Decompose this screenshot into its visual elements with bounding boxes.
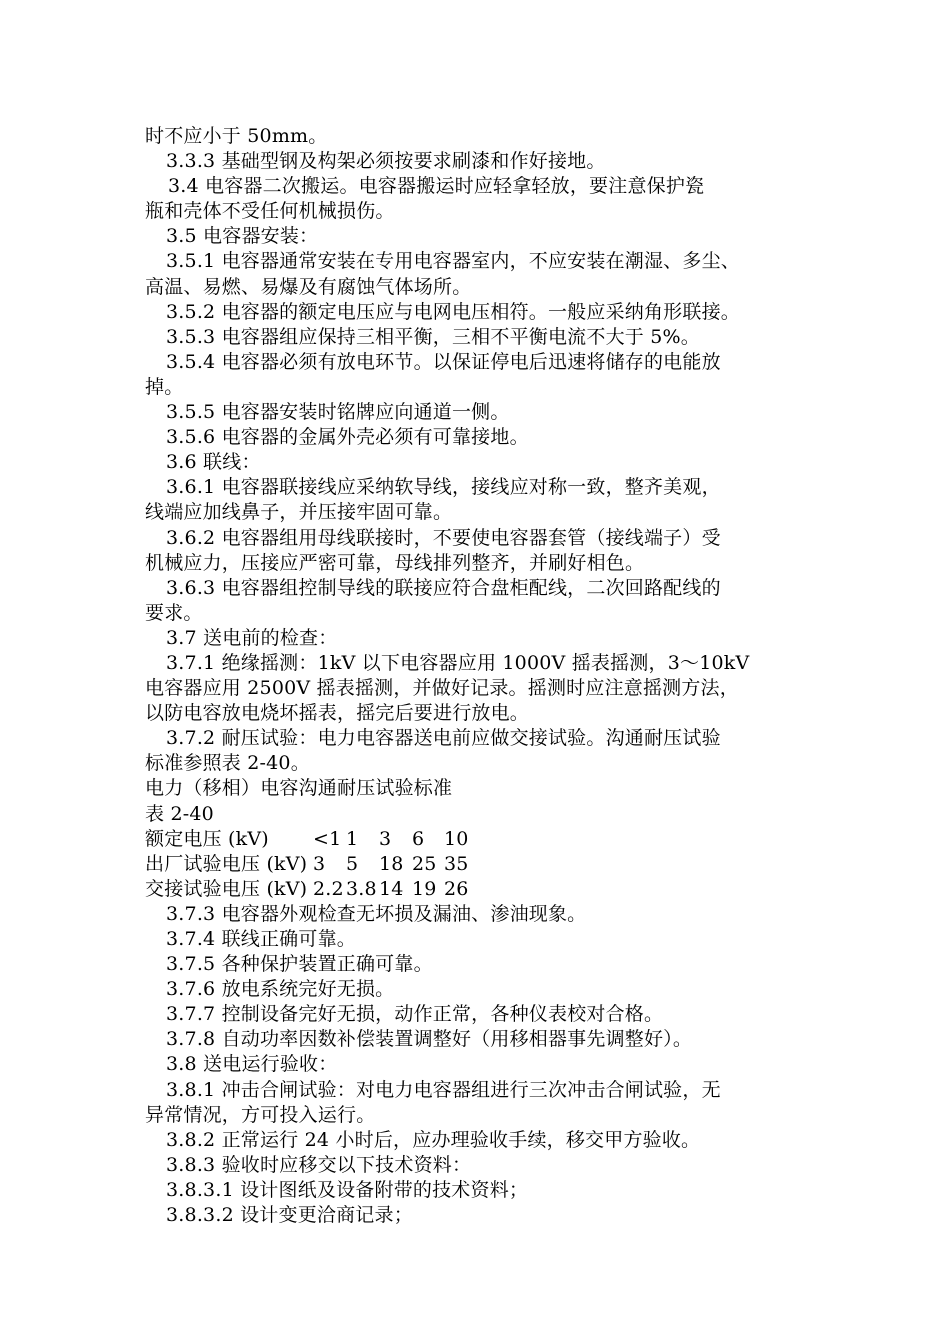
text-line: 3.7.2 耐压试验：电力电容器送电前应做交接试验。沟通耐压试验: [166, 727, 721, 750]
text-line: 要求。: [145, 601, 203, 624]
text-line: 3.5.6 电容器的金属外壳必须有可靠接地。: [166, 426, 529, 449]
text-line: 3.4 电容器二次搬运。电容器搬运时应轻拿轻放，要注意保护瓷: [168, 175, 705, 198]
text-line: 3.5.1 电容器通常安装在专用电容器室内，不应安装在潮湿、多尘、: [166, 250, 740, 273]
table-cell: 3.8: [346, 877, 377, 900]
text-line: 3.3.3 基础型钢及构架必须按要求刷漆和作好接地。: [166, 150, 606, 173]
text-line: 3.7.3 电容器外观检查无坏损及漏油、渗油现象。: [166, 902, 587, 925]
table-cell: 10: [444, 827, 469, 850]
table-cell: 18: [379, 852, 404, 875]
text-line: 3.8 送电运行验收：: [166, 1053, 338, 1076]
table-row-label: 出厂试验电压 (kV): [145, 852, 308, 875]
text-line: 3.8.3.1 设计图纸及设备附带的技术资料；: [166, 1178, 529, 1201]
text-line: 标准参照表 2-40。: [145, 752, 310, 775]
text-line: 线端应加线鼻子，并压接牢固可靠。: [145, 501, 453, 524]
text-line: 表 2-40: [145, 802, 214, 825]
table-cell: 5: [346, 852, 359, 875]
text-line: 3.7.7 控制设备完好无损，动作正常，各种仪表校对合格。: [166, 1003, 664, 1026]
table-cell: 26: [444, 877, 469, 900]
text-line: 3.5.5 电容器安装时铭牌应向通道一侧。: [166, 401, 510, 424]
table-row: [145, 877, 835, 902]
text-line: 3.7.1 绝缘摇测：1kV 以下电容器应用 1000V 摇表摇测，3～10kV: [166, 651, 750, 674]
table-cell: 25: [412, 852, 437, 875]
text-line: 3.5.4 电容器必须有放电环节。以保证停电后迅速将储存的电能放: [166, 350, 721, 373]
text-line: 3.8.3.2 设计变更洽商记录；: [166, 1204, 413, 1227]
text-line: 机械应力，压接应严密可靠，母线排列整齐，并刷好相色。: [145, 551, 645, 574]
text-line: 3.5.2 电容器的额定电压应与电网电压相符。一般应采纳角形联接。: [166, 300, 740, 323]
text-line: 3.6.2 电容器组用母线联接时，不要使电容器套管（接线端子）受: [166, 526, 721, 549]
table-cell: 35: [444, 852, 469, 875]
table-cell: 14: [379, 877, 404, 900]
text-line: 3.7.8 自动功率因数补偿装置调整好（用移相器事先调整好）。: [166, 1028, 693, 1051]
text-line: 3.8.3 验收时应移交以下技术资料：: [166, 1153, 472, 1176]
table-cell: <1: [313, 827, 342, 850]
text-line: 3.6.1 电容器联接线应采纳软导线，接线应对称一致，整齐美观，: [166, 476, 721, 499]
text-line: 3.5 电容器安装：: [166, 225, 319, 248]
table-cell: 2.2: [313, 877, 344, 900]
table-row-label: 交接试验电压 (kV): [145, 877, 308, 900]
text-line: 3.7.6 放电系统完好无损。: [166, 978, 395, 1001]
text-line: 3.7.5 各种保护装置正确可靠。: [166, 953, 433, 976]
table-row: [145, 827, 835, 852]
voltage-test-table: [145, 827, 835, 902]
text-line: 3.5.3 电容器组应保持三相平衡，三相不平衡电流不大于 5%。: [166, 325, 700, 348]
text-line: 3.8.2 正常运行 24 小时后，应办理验收手续，移交甲方验收。: [166, 1128, 701, 1151]
text-line: 3.7.4 联线正确可靠。: [166, 928, 356, 950]
table-cell: 3: [379, 827, 392, 850]
table-cell: 3: [313, 852, 326, 875]
text-line: 电力（移相）电容沟通耐压试验标准: [145, 777, 453, 800]
table-row: [145, 852, 835, 877]
text-line: 3.6.3 电容器组控制导线的联接应符合盘柜配线，二次回路配线的: [166, 576, 721, 599]
document-page: [145, 124, 835, 1228]
text-line: 异常情况，方可投入运行。: [145, 1103, 376, 1126]
table-row-label: 额定电压 (kV): [145, 827, 269, 850]
table-cell: 19: [412, 877, 437, 900]
text-block-before-table: [145, 124, 835, 827]
text-line: 高温、易燃、易爆及有腐蚀气体场所。: [145, 275, 472, 298]
text-line: 时不应小于 50mm。: [145, 125, 328, 147]
text-line: 掉。: [145, 375, 184, 398]
table-cell: 1: [346, 827, 359, 850]
text-line: 以防电容放电烧坏摇表，摇完后要进行放电。: [145, 702, 530, 725]
text-line: 3.8.1 冲击合闸试验：对电力电容器组进行三次冲击合闸试验，无: [166, 1078, 721, 1101]
text-line: 3.6 联线：: [166, 451, 261, 474]
text-line: 3.7 送电前的检查：: [166, 626, 338, 649]
text-line: 电容器应用 2500V 摇表摇测，并做好记录。摇测时应注意摇测方法，: [145, 677, 739, 700]
text-line: 瓶和壳体不受任何机械损伤。: [145, 200, 395, 223]
table-cell: 6: [412, 827, 425, 850]
text-block-after-table: [145, 902, 835, 1228]
